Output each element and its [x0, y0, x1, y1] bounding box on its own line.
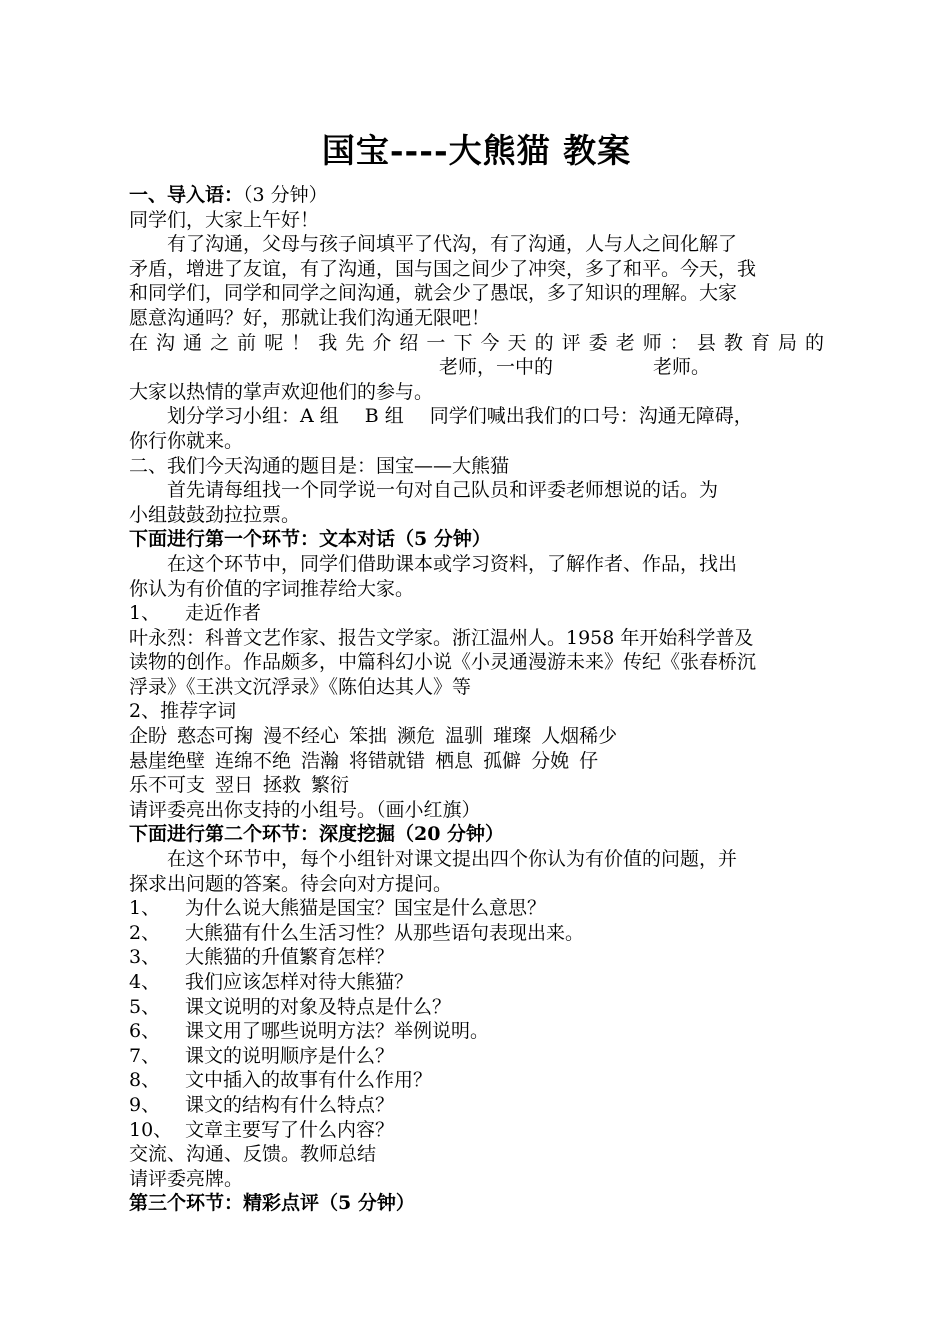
part-1-item-1-text: 走近作者: [185, 602, 262, 625]
section-1-heading-time: （3 分钟）: [243, 184, 328, 206]
word: 人烟稀少: [541, 725, 618, 748]
question-num: 4、: [129, 971, 161, 993]
intro-para-line-4: 愿意沟通吗？好，那就让我们沟通无限吧！: [129, 306, 491, 329]
question-item: [129, 896, 824, 921]
words-row-2: [129, 749, 824, 774]
question-text: 课文的说明顺序是什么？: [185, 1044, 395, 1067]
question-num: 6、: [129, 1020, 161, 1043]
word: 濒危: [397, 725, 436, 748]
groups-line-1: [129, 404, 824, 429]
question-num: 1、: [129, 897, 161, 920]
section-2-heading: 二、我们今天沟通的题目是：国宝——大熊猫: [129, 454, 510, 477]
part-1-line-1: 在这个环节中，同学们借助课本或学习资料，了解作者、作品，找出: [167, 552, 738, 575]
word: 温驯: [445, 725, 484, 748]
section-2-line-1: 首先请每组找一个同学说一句对自己队员和评委老师想说的话。为: [167, 479, 719, 502]
question-text: 文章主要写了什么内容？: [185, 1118, 395, 1141]
word: 拯救: [263, 774, 302, 797]
page-title: 国宝----大熊猫 教案: [321, 131, 632, 170]
part-2-line-2: 探求出问题的答案。待会向对方提问。: [129, 872, 453, 895]
question-text: 为什么说大熊猫是国宝？国宝是什么意思？: [185, 897, 547, 920]
question-item: [129, 1019, 824, 1044]
part-2-summary: 交流、沟通、反馈。教师总结: [129, 1143, 377, 1166]
question-item: [129, 1068, 824, 1093]
section-1-heading: [129, 183, 824, 208]
welcome-line: 大家以热情的掌声欢迎他们的参与。: [129, 380, 434, 403]
part-2-heading: 下面进行第二个环节：深度挖掘（20 分钟）: [129, 823, 505, 846]
judges-line-1: 在沟通之前呢！我先介绍一下今天的评委老师：县教育局的: [129, 331, 824, 354]
judges-line-2-part-a: 老师，一中的: [439, 356, 554, 379]
question-text: 课文的结构有什么特点？: [185, 1093, 395, 1116]
word: 璀璨: [493, 725, 532, 748]
words-row-1: [129, 724, 824, 749]
question-num: 8、: [129, 1069, 161, 1092]
part-1-line-2: 你认为有价值的字词推荐给大家。: [129, 577, 415, 600]
groups-label-a: 划分学习小组：A 组: [167, 405, 339, 428]
question-item: [129, 995, 824, 1020]
groups-slogan: 同学们喊出我们的口号：沟通无障碍，: [429, 405, 753, 428]
greeting-line: 同学们，大家上午好！: [129, 208, 320, 231]
word: 孤僻: [483, 749, 522, 772]
words-row-3: [129, 773, 824, 798]
question-num: 10、: [129, 1118, 173, 1141]
section-2-line-2: 小组鼓鼓劲拉拉票。: [129, 503, 301, 526]
question-item: [129, 1044, 824, 1069]
groups-line-2: 你行你就来。: [129, 429, 244, 452]
judges-line-2-part-b: 老师。: [653, 356, 711, 379]
author-line-3: 浮录》《王洪文沉浮录》《陈伯达其人》等: [129, 675, 472, 698]
word: 笨拙: [349, 725, 388, 748]
question-num: 2、: [129, 921, 161, 944]
part-2-vote: 请评委亮牌。: [129, 1167, 244, 1190]
question-item: [129, 1093, 824, 1118]
part-1-heading: 下面进行第一个环节：文本对话（5 分钟）: [129, 528, 491, 551]
part-1-item-1-num: 1、: [129, 602, 161, 625]
question-item: [129, 1118, 824, 1143]
word: 连绵不绝: [215, 749, 292, 772]
question-item: [129, 970, 824, 995]
question-num: 9、: [129, 1093, 161, 1116]
author-line-1: 叶永烈：科普文艺作家、报告文学家。浙江温州人。1958 年开始科学普及: [129, 626, 754, 649]
word: 漫不经心: [263, 725, 340, 748]
judges-line-2: [129, 355, 824, 380]
part-1-vote: 请评委亮出你支持的小组号。（画小红旗）: [129, 798, 481, 821]
word: 乐不可支: [129, 774, 206, 797]
question-item: [129, 921, 824, 946]
question-text: 文中插入的故事有什么作用？: [185, 1069, 433, 1092]
section-1-heading-label: 一、导入语：: [129, 184, 244, 206]
question-num: 5、: [129, 995, 161, 1018]
question-text: 课文说明的对象及特点是什么？: [185, 995, 452, 1018]
question-text: 我们应该怎样对待大熊猫？: [185, 971, 414, 993]
word: 栖息: [435, 749, 474, 772]
intro-para-line-3: 和同学们，同学和同学之间沟通，就会少了愚氓，多了知识的理解。大家: [129, 282, 738, 305]
question-text: 大熊猫的升值繁育怎样？: [185, 946, 395, 969]
word: 分娩: [531, 749, 570, 772]
question-item: [129, 945, 824, 970]
word: 悬崖绝壁: [129, 749, 206, 772]
author-line-2: 读物的创作。作品颇多，中篇科幻小说《小灵通漫游未来》传纪《张春桥沉: [129, 651, 757, 674]
word: 繁衍: [311, 774, 350, 797]
question-text: 课文用了哪些说明方法？举例说明。: [185, 1020, 490, 1043]
word: 仔: [579, 749, 599, 772]
intro-para-line-2: 矛盾，增进了友谊，有了沟通，国与国之间少了冲突，多了和平。今天，我: [129, 257, 757, 280]
question-num: 3、: [129, 946, 161, 969]
groups-label-b: B 组: [364, 405, 404, 428]
question-num: 7、: [129, 1044, 161, 1067]
word: 翌日: [215, 774, 254, 797]
word: 企盼: [129, 725, 168, 748]
part-1-item-1: [129, 601, 824, 626]
word: 憨态可掬: [177, 725, 254, 748]
intro-para-line-1: 有了沟通，父母与孩子间填平了代沟，有了沟通，人与人之间化解了: [167, 233, 738, 256]
word: 浩瀚: [301, 749, 340, 772]
part-1-item-2: 2、推荐字词: [129, 700, 237, 723]
word: 将错就错: [349, 749, 426, 772]
question-text: 大熊猫有什么生活习性？从那些语句表现出来。: [185, 921, 585, 944]
part-2-line-1: 在这个环节中，每个小组针对课文提出四个你认为有价值的问题，并: [167, 848, 738, 871]
part-3-heading: 第三个环节：精彩点评（5 分钟）: [129, 1192, 415, 1215]
